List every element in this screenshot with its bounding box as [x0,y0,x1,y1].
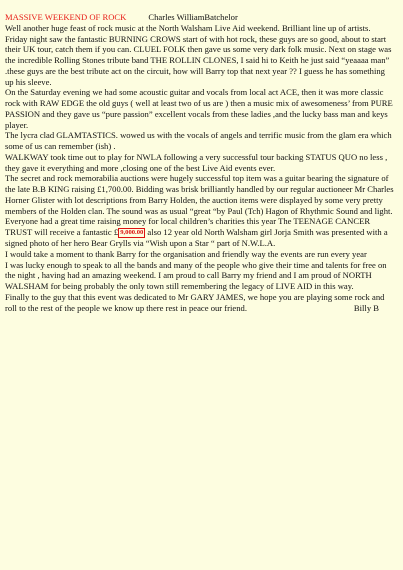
paragraph-saturday: On the Saturday evening we had some acoustic guitar and vocals from local act ACE, then it was more classic rock with RAW EDGE the old guys ( well at least two of us are ) then a music mix of awesomeness’ from PURE PASSION and they gave us “pure passion” excellent vocals from these ladies ,and the lucky bass man and keys player. [5,87,393,130]
paragraph-walkway: WALKWAY took time out to play for NWLA following a very successful tour backing STATUS QUO no less , they gave it everything and more ,closing one of the best Live Aid events ever. [5,151,388,173]
paragraph-intro: Well another huge feast of rock music at the North Walsham Live Aid weekend. Brilliant line up of artists. [5,22,371,33]
amount-box: 9,000.00 [120,229,144,236]
auction-text: The secret and rock memorabilia auctions were hugely successful top item was a guitar bearing the signature of the late B.B KING raising £1,700.00. Bidding was brisk brilliantly handled by our regular auctioneer Mr Charles Horner Glister with lot descriptions from Barry Holden, the auction items were displayed by some very pretty members of the Holden clan. The sound was as usual “great “by Paul (Tch) Hagon of Rhythmic Sound and light. Everyone had a great time raising money for local children’s charities this year The TEENAGE CANCER TRUST will receive a fantastic £ [5,173,394,237]
paragraph-dedication [5,292,395,314]
article [5,12,395,313]
paragraph-glamtastics: The lycra clad GLAMTASTICS. wowed us with the vocals of angels and terrific music from the glam era which some of us can remember (ish) . [5,130,392,151]
dedication-text: Finally to the guy that this event was dedicated to Mr GARY JAMES, we hope you are playing some rock and roll to the rest of the people we know up there rest in peace our friend. [5,291,385,313]
paragraph-thanks: I would take a moment to thank Barry for the organisation and friendly way the events are run every year [5,248,367,259]
header-row [5,12,395,23]
paragraph-friday: Friday night saw the fantastic BURNING CROWS start of with hot rock, these guys are so good, about to start their UK tour, catch them if you can. CLUEL FOLK then gave us some very dark folk music. Next on stage was the incredible Rolling Stones tribute band THE ROLLIN CLONES, I said hi to Keith he just said “yeaaaa man” .these guys are the best tribute act on the circuit, how will Barry top that next year ?? I guess he has something up his sleeve. [5,33,392,87]
paragraph-bands: I was lucky enough to speak to all the bands and many of the people who give their time and talents for free on the night , having had an amazing weekend. I am proud to call Barry my friend and I am proud of NORTH WALSHAM for being probably the only town still remembering the legacy of LIVE AID in this way. [5,259,387,291]
author-name: Charles WilliamBatchelor [148,12,238,22]
auction-text-continued: also 12 year old North Walsham girl Jorja Smith was presented with a signed photo of her hero Bear Grylls via “Wish upon a Star “ part of N.W.L.A. [5,227,388,248]
article-title: MASSIVE WEEKEND OF ROCK [5,12,127,22]
signature: Billy B [353,302,379,313]
paragraph-auctions [5,173,395,249]
